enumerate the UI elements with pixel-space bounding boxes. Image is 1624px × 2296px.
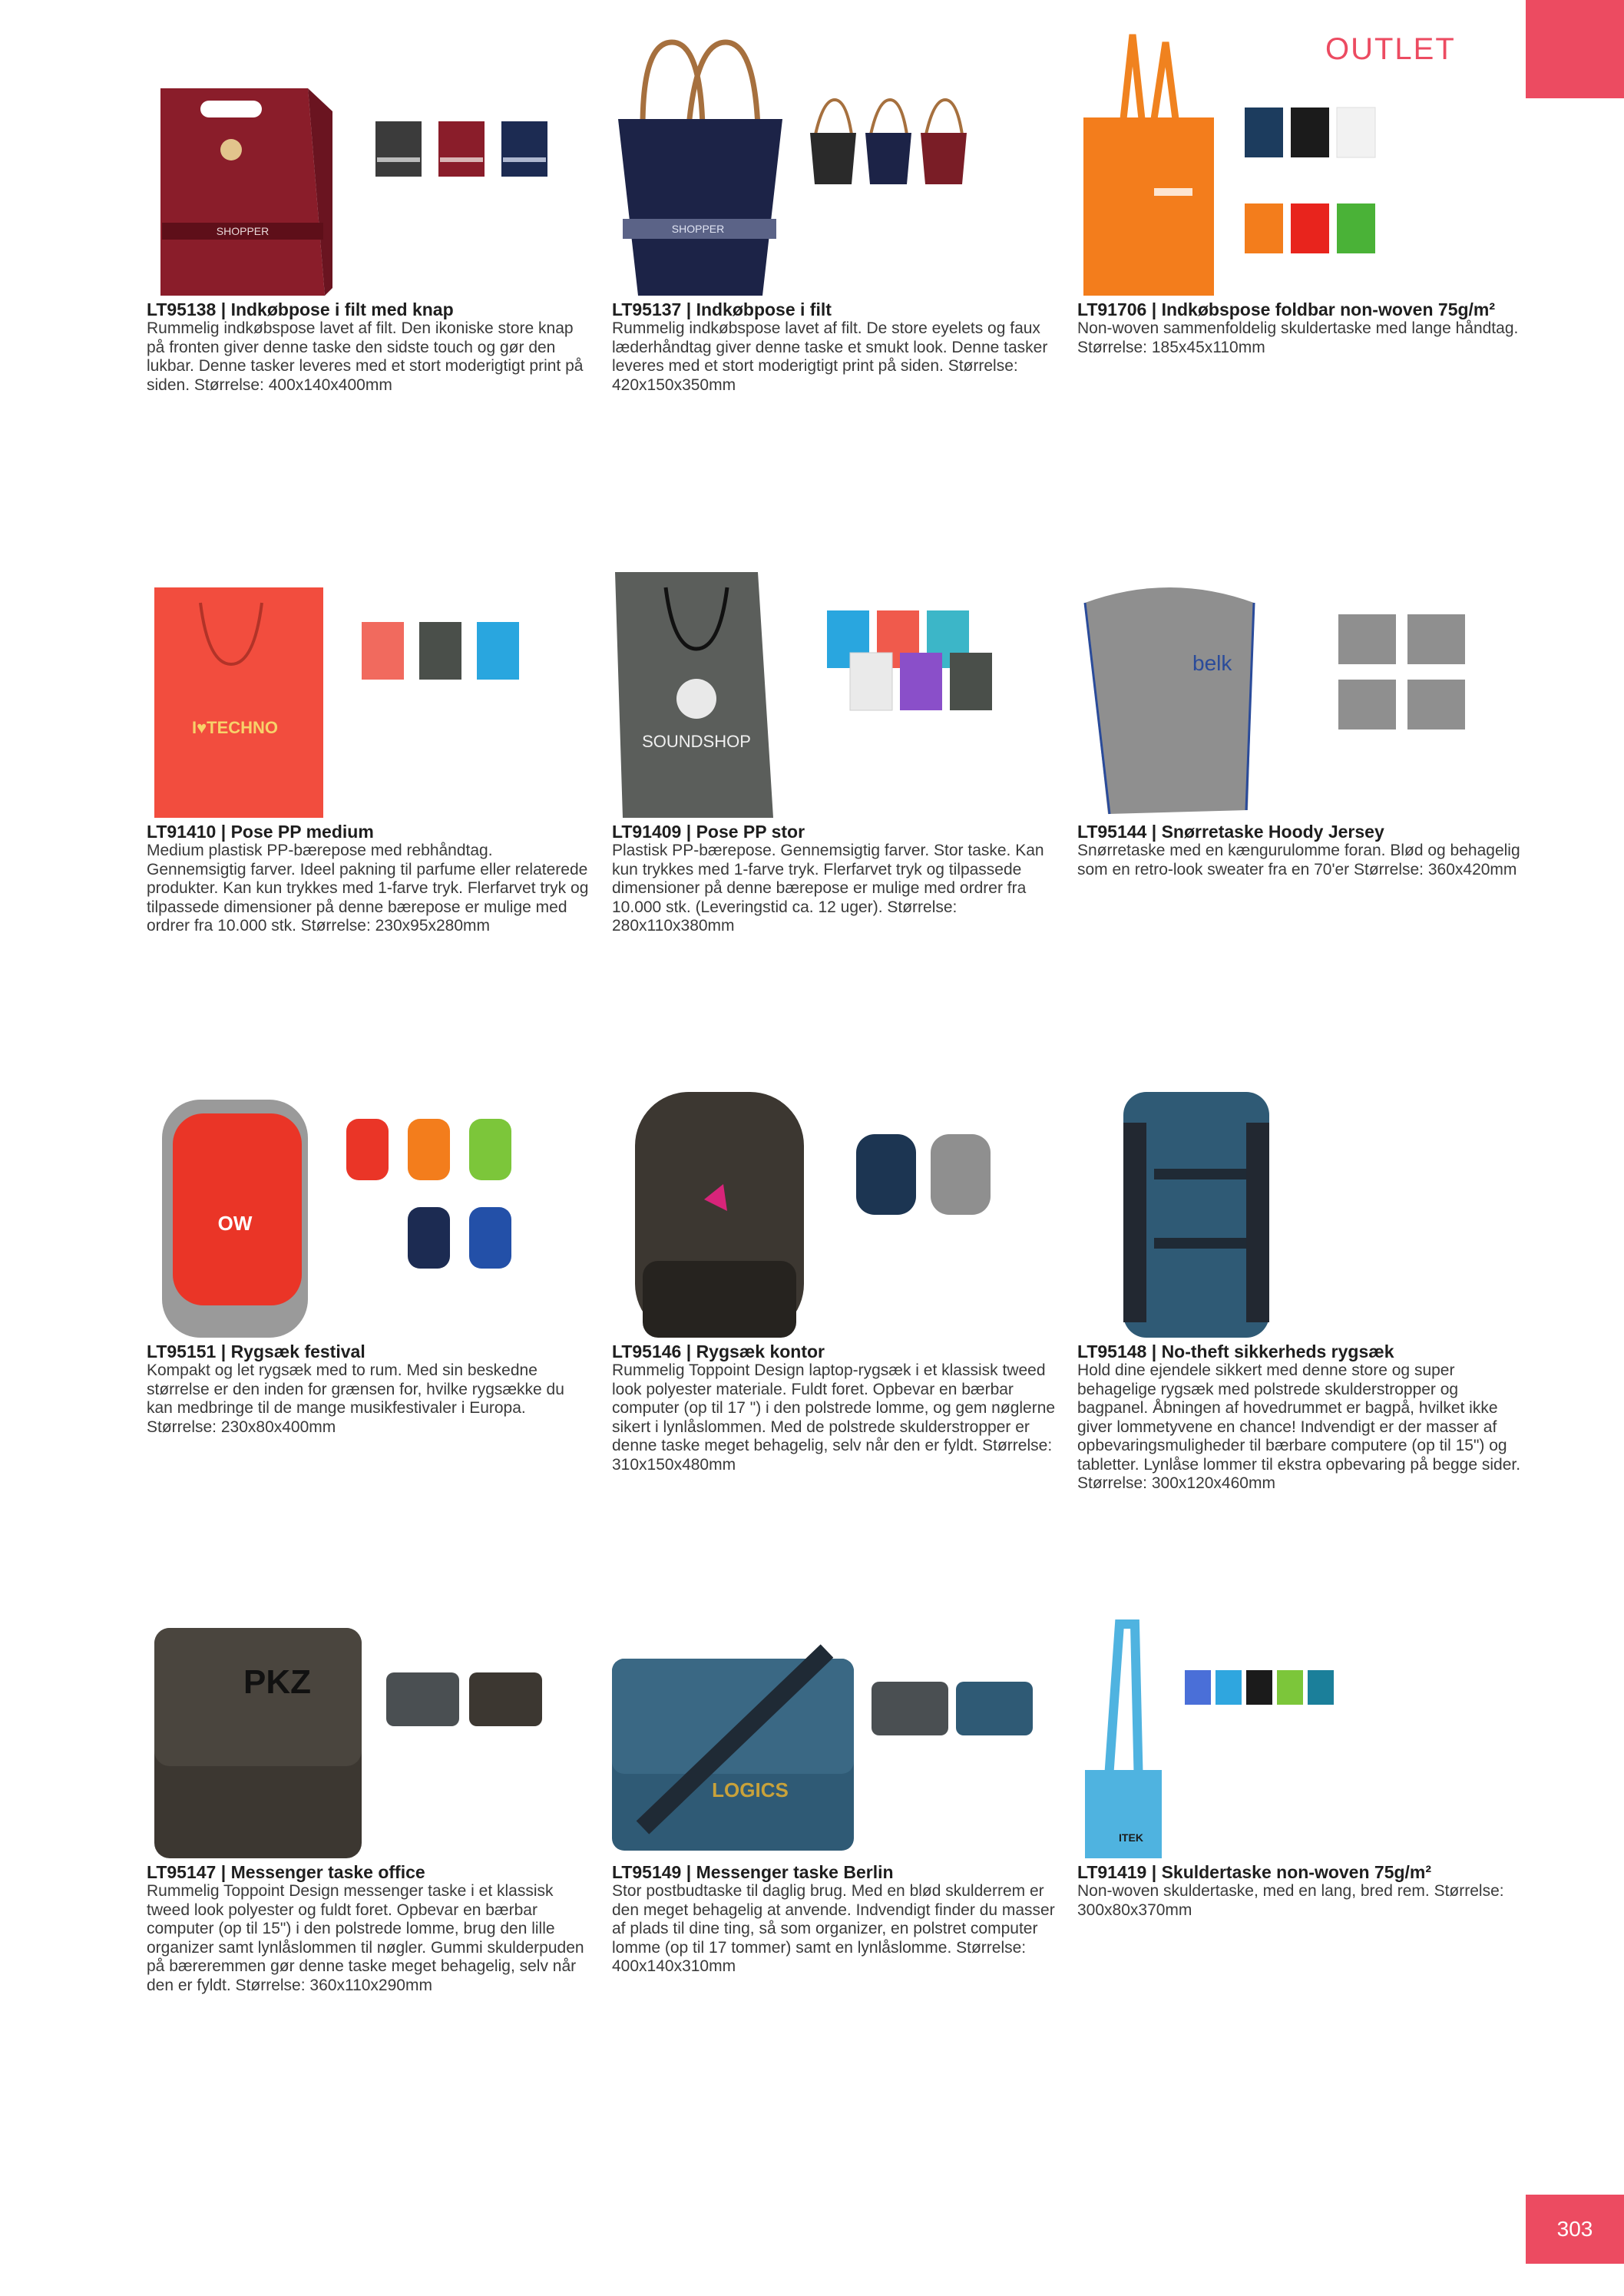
product-lt95147 [147,1597,592,1995]
product-title: LT95148 | No-theft sikkerheds rygsæk [1077,1342,1394,1361]
product-lt91409 [612,557,1057,936]
svg-text:SOUNDSHOP: SOUNDSHOP [642,732,751,751]
product-description: Non-woven skuldertaske, med en lang, bred rem. Størrelse: 300x80x370mm [1077,1882,1504,1919]
svg-text:belk: belk [1192,651,1232,675]
page-number: 303 [1526,2195,1624,2264]
corner-accent-tab [1526,0,1624,98]
office-messenger-bag-illustration [147,1597,592,1862]
felt-tote-bag-illustration [612,35,1057,299]
product-description: Plastisk PP-bærepose. Gennemsigtig farver. Stor taske. Kan kun trykkes med 1-farve tryk. Flerfarvet tryk og tilpassede dimensioner på denne bærepose er mulige med ordrer fra 10.000 stk. (Leveringstid ca. 12 uger). Størrelse: 280x110x380mm [612,842,1044,935]
product-lt95149 [612,1597,1057,1977]
section-title: OUTLET [1325,32,1456,66]
svg-text:SHOPPER: SHOPPER [671,223,725,235]
product-description: Rummelig Toppoint Design messenger taske i et klassisk tweed look polyester og fuldt foret. Opbevar en bærbar computer (op til 15") i den polstrede lomme, brug den lille organizer samt lynlåslommen til nøgler. Gummi skulderpuden på bæreremmen gør denne taske meget behagelig, selv når den er fyldt. Størrelse: 360x110x290mm [147,1882,584,1994]
product-title: LT95144 | Snørretaske Hoody Jersey [1077,822,1384,842]
product-description: Rummelig indkøbspose lavet af filt. Den ikoniske store knap på fronten giver denne taske den sidste touch og gør den lukbar. Denne tasker leveres med et stort moderigtigt print på siden. Størrelse: 400x140x400mm [147,319,584,394]
product-title: LT95138 | Indkøbpose i filt med knap [147,299,454,319]
product-image [612,1077,1057,1342]
product-title: LT91409 | Pose PP stor [612,822,805,842]
product-description: Medium plastisk PP-bærepose med rebhåndtag. Gennemsigtig farver. Ideel pakning til parfume eller relaterede produkter. Kan kun trykkes med 1-farve tryk. Flerfarvet tryk og tilpassede dimensioner på denne bærepose er mulige med ordrer fra 10.000 stk. Størrelse: 230x95x280mm [147,842,589,935]
felt-shopper-button-bag-illustration [147,35,592,299]
product-image [147,35,592,299]
product-description: Rummelig indkøbspose lavet af filt. De store eyelets og faux læderhåndtag giver denne taske et smukt look. Denne tasker leveres med et stort moderigtigt print på siden. Størrelse: 420x150x350mm [612,319,1048,394]
product-lt95146 [612,1077,1057,1474]
product-image [147,557,592,822]
foldable-non-woven-bag-illustration [1077,35,1523,299]
svg-text:I♥TECHNO: I♥TECHNO [191,718,279,737]
product-image [612,557,1057,822]
product-lt95151 [147,1077,592,1437]
pp-carrier-bag-medium-illustration [147,557,592,822]
product-title: LT95147 | Messenger taske office [147,1862,425,1882]
product-title: LT95149 | Messenger taske Berlin [612,1862,894,1882]
product-lt91419 [1077,1597,1523,1920]
product-lt91410 [147,557,592,936]
product-image [612,1597,1057,1862]
product-image [1077,1597,1523,1862]
product-description: Kompakt og let rygsæk med to rum. Med sin beskedne størrelse er den inden for grænsen for, hvilke rygsække du kan medbringe til de mange musikfestivaler i Europa. Størrelse: 230x80x400mm [147,1361,564,1436]
product-title: LT95137 | Indkøbpose i filt [612,299,832,319]
product-lt95137 [612,35,1057,395]
svg-text:ITEK: ITEK [1119,1831,1143,1844]
product-title: LT91419 | Skuldertaske non-woven 75g/m² [1077,1862,1432,1882]
svg-text:LOGICS: LOGICS [712,1778,789,1801]
product-title: LT95146 | Rygsæk kontor [612,1342,825,1361]
pp-carrier-bag-large-illustration [612,557,1057,822]
product-image [612,35,1057,299]
product-lt91706 [1077,35,1523,357]
product-lt95144 [1077,557,1523,879]
product-description: Hold dine ejendele sikkert med denne store og super behagelige rygsæk med polstrede skulderstropper og bagpanel. Åbningen af hovedrummet er bagpå, hvilket ikke giver lommetyvene en chance! Indvendigt er der masser af opbevaringsmuligheder til bærbare computere (op til 15") og tabletter. Lynlåse lommer til ekstra opbevaring på begge sider. Størrelse: 300x120x460mm [1077,1361,1521,1492]
office-backpack-illustration [612,1077,1057,1342]
svg-text:SHOPPER: SHOPPER [216,225,270,237]
svg-text:OW: OW [217,1212,253,1235]
drawstring-bag-illustration [1077,557,1523,822]
product-title: LT95151 | Rygsæk festival [147,1342,365,1361]
product-image [1077,557,1523,822]
festival-backpack-illustration [147,1077,592,1342]
product-image [1077,35,1523,299]
product-title: LT91410 | Pose PP medium [147,822,374,842]
anti-theft-backpack-illustration [1077,1077,1523,1342]
product-description: Snørretaske med en kængurulomme foran. Blød og behagelig som en retro-look sweater fra en 70'er Størrelse: 360x420mm [1077,842,1520,878]
berlin-messenger-bag-illustration [612,1597,1057,1862]
product-title: LT91706 | Indkøbspose foldbar non-woven 75g/m² [1077,299,1496,319]
product-description: Rummelig Toppoint Design laptop-rygsæk i et klassisk tweed look polyester materiale. Fuldt foret. Opbevar en bærbar computer (op til 17 ") i den polstrede lomme, og gem nøglerne sikert i lynlåslommen. Med de polstrede skulderstropper er denne taske meget behagelig, selv når den er fyldt. Størrelse: 310x150x480mm [612,1361,1056,1474]
product-image [147,1597,592,1862]
product-description: Stor postbudtaske til daglig brug. Med en blød skulderrem er den meget behagelig at anvende. Indvendigt finder du masser af plads til dine ting, så som organizer, en polstret computer lomme (op til 17 tommer) samt en lynlåslomme. Størrelse: 400x140x310mm [612,1882,1055,1975]
product-image [1077,1077,1523,1342]
product-lt95148 [1077,1077,1523,1494]
svg-text:PKZ: PKZ [243,1663,311,1701]
product-description: Non-woven sammenfoldelig skuldertaske med lange håndtag. Størrelse: 185x45x110mm [1077,319,1519,356]
product-image [147,1077,592,1342]
non-woven-shoulder-bag-illustration [1077,1597,1523,1862]
product-lt95138 [147,35,592,395]
